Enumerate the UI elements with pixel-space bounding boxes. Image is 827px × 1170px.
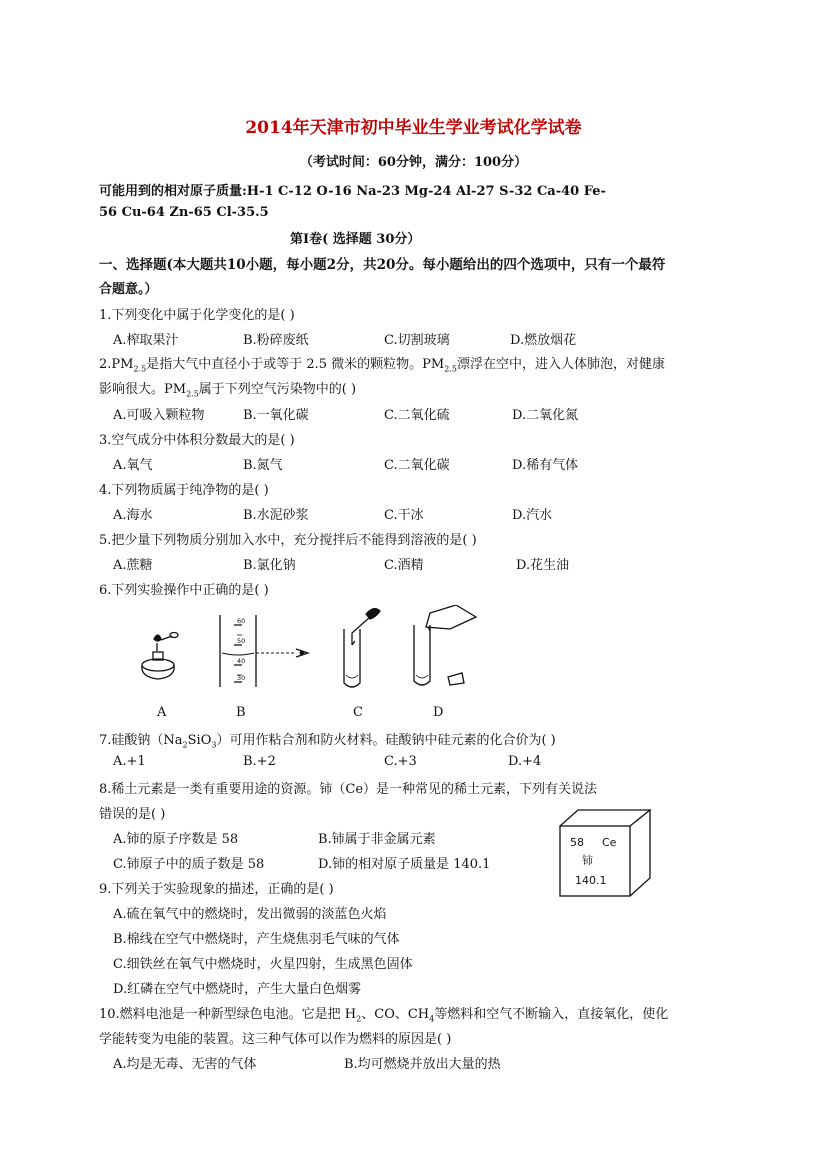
- q1-option-c: C.切割玻璃: [384, 333, 450, 348]
- cylinder-tick-label: 30: [237, 674, 246, 682]
- q8-option-b: B.铈属于非金属元素: [318, 832, 436, 847]
- q8-option-c: C.铈原子中的质子数是 58: [113, 857, 265, 872]
- element-name: 铈: [582, 854, 593, 867]
- q2-option-d: D.二氧化氮: [512, 408, 579, 423]
- exam-info: （考试时间：60分钟，满分：100分）: [299, 155, 528, 170]
- q5-option-c: C.酒精: [384, 558, 424, 573]
- q3-option-c: C.二氧化碳: [384, 458, 450, 473]
- pouring-reagent-icon: [414, 605, 476, 685]
- q8-option-a: A.铈的原子序数是 58: [113, 832, 239, 847]
- element-symbol: Ce: [602, 836, 617, 849]
- cylinder-tick-label: 60: [237, 617, 246, 625]
- q9-option-b: B.棉线在空气中燃烧时，产生烧焦羽毛气味的气体: [113, 932, 400, 947]
- cylinder-tick-label: 50: [237, 637, 246, 645]
- q10-stem-line-2: 学能转变为电能的装置。这三种气体可以作为燃料的原因是( ): [99, 1032, 452, 1047]
- q7-option-b: B.+2: [243, 754, 276, 769]
- q7-option-c: C.+3: [384, 754, 417, 769]
- section-heading-line-1: 一、选择题(本大题共10小题，每小题2分，共20分。每小题给出的四个选项中，只有一个最符: [99, 257, 666, 273]
- q8-stem-line-2: 错误的是( ): [99, 807, 166, 822]
- q6-stem: 6.下列实验操作中正确的是( ): [99, 583, 269, 598]
- q5-option-b: B.氯化钠: [243, 558, 296, 573]
- q8-option-d: D.铈的相对原子质量是 140.1: [318, 857, 491, 872]
- volume-title: 第Ⅰ卷( 选择题 30分）: [290, 232, 421, 247]
- cylinder-tick-labels: [237, 617, 245, 682]
- q2-option-b: B.一氧化碳: [243, 408, 309, 423]
- element-atomic-mass: 140.1: [575, 874, 607, 887]
- q4-stem: 4.下列物质属于纯净物的是( ): [99, 483, 269, 498]
- cerium-element-cube: [558, 808, 658, 898]
- q1-option-b: B.粉碎废纸: [243, 333, 309, 348]
- dropper-test-tube-icon: [344, 609, 380, 687]
- page-title: 2014年天津市初中毕业生学业考试化学试卷: [245, 118, 582, 138]
- q3-option-d: D.稀有气体: [512, 458, 579, 473]
- q4-option-d: D.汽水: [512, 508, 553, 523]
- q7-stem: 7.硅酸钠$(Na_2SiO_3)$可用作粘合剂和防火材料。硅酸钠中硅元素的化合价为( ): [99, 733, 556, 750]
- element-atomic-number: 58: [570, 836, 584, 849]
- cylinder-tick-label: 40: [237, 657, 246, 665]
- q4-option-b: B.水泥砂浆: [243, 508, 309, 523]
- q10-option-a: A.均是无毒、无害的气体: [113, 1057, 257, 1072]
- q4-option-c: C.干冰: [384, 508, 424, 523]
- q3-option-a: A.氧气: [113, 458, 153, 473]
- measuring-cylinder-icon: [220, 615, 308, 687]
- q2-stem-line-2: 影响很大。$PM_{2.5}$属于下列空气污染物中的( ): [99, 382, 357, 399]
- q9-stem: 9.下列关于实验现象的描述，正确的是( ): [99, 882, 334, 897]
- q3-option-b: B.氮气: [243, 458, 283, 473]
- q6-label-c: C: [353, 705, 363, 720]
- q2-stem-line-1: $2.PM_{2.5}$是指大气中直径小于或等于 2.5 微米的颗粒物。$PM_{2.5}$漂浮在空中，进入人体肺泡，对健康: [99, 357, 665, 374]
- q7-option-d: D.+4: [508, 754, 542, 769]
- q10-stem-line-1: 10.燃料电池是一种新型绿色电池。它是把 $H_2$、CO、$CH_4$等燃料和空气不断输入，直接氧化，使化: [99, 1007, 669, 1024]
- q7-option-a: A.+1: [113, 754, 146, 769]
- q5-option-a: A.蔗糖: [113, 558, 153, 573]
- section-heading-line-2: 合题意。）: [99, 282, 158, 297]
- q8-stem-line-1: 8.稀土元素是一类有重要用途的资源。铈（Ce）是一种常见的稀土元素，下列有关说法: [99, 782, 598, 797]
- q9-option-c: C.细铁丝在氧气中燃烧时，火星四射，生成黑色固体: [113, 957, 413, 972]
- alcohol-lamp-icon: [142, 633, 178, 680]
- q10-option-b: B.均可燃烧并放出大量的热: [344, 1057, 501, 1072]
- q5-option-d: D.花生油: [516, 558, 570, 573]
- q3-stem: 3.空气成分中体积分数最大的是( ): [99, 433, 295, 448]
- q9-option-a: A.硫在氧气中的燃烧时，发出微弱的淡蓝色火焰: [113, 907, 387, 922]
- q6-label-d: D: [433, 705, 444, 720]
- q2-option-a: A.可吸入颗粒物: [113, 408, 205, 423]
- q6-lab-operations-figure: [130, 605, 480, 705]
- q1-option-d: D.燃放烟花: [510, 333, 577, 348]
- q2-option-c: C.二氧化硫: [384, 408, 450, 423]
- q4-option-a: A.海水: [113, 508, 153, 523]
- q9-option-d: D.红磷在空气中燃烧时，产生大量白色烟雾: [113, 982, 362, 997]
- atomic-mass-line-2: 56 Cu-64 Zn-65 Cl-35.5: [99, 205, 269, 220]
- q1-stem: 1.下列变化中属于化学变化的是( ): [99, 308, 295, 323]
- atomic-mass-line-1: 可能用到的相对原子质量:H-1 C-12 O-16 Na-23 Mg-24 Al-27 S-32 Ca-40 Fe-: [99, 184, 606, 199]
- q5-stem: 5.把少量下列物质分别加入水中，充分搅拌后不能得到溶液的是( ): [99, 533, 477, 548]
- q6-label-b: B: [236, 705, 246, 720]
- q6-label-a: A: [157, 705, 167, 720]
- q1-option-a: A.榨取果汁: [113, 333, 179, 348]
